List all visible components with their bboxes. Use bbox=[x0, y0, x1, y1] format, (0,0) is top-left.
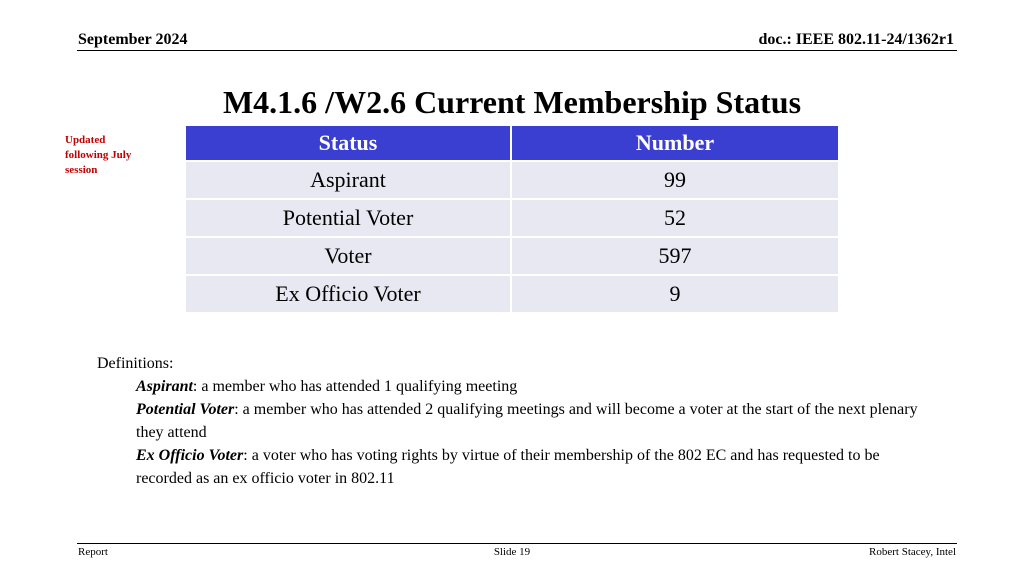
status-cell: Aspirant bbox=[186, 161, 511, 199]
membership-status-table bbox=[186, 126, 838, 314]
status-cell: Potential Voter bbox=[186, 199, 511, 237]
definition-term: Potential Voter bbox=[136, 401, 235, 418]
number-cell: 9 bbox=[511, 275, 838, 313]
definition-term: Aspirant bbox=[136, 378, 193, 395]
definition-text: : a member who has attended 2 qualifying meetings and will become a voter at the start of the next plenary they attend bbox=[136, 401, 918, 441]
footer-slide-number: Slide 19 bbox=[493, 546, 531, 558]
number-cell: 52 bbox=[511, 199, 838, 237]
status-cell: Ex Officio Voter bbox=[186, 275, 511, 313]
update-note-line: session bbox=[65, 164, 98, 176]
definition-ex-officio-voter bbox=[97, 444, 937, 490]
update-note-line: Updated bbox=[65, 134, 106, 146]
definition-term: Ex Officio Voter bbox=[136, 447, 244, 464]
footer-report-label: Report bbox=[78, 546, 108, 558]
definitions-block bbox=[97, 352, 937, 490]
definition-text: : a member who has attended 1 qualifying meeting bbox=[192, 378, 518, 395]
status-cell: Voter bbox=[186, 237, 511, 275]
footer-author: Robert Stacey, Intel bbox=[869, 546, 956, 558]
header-doc-id: doc.: IEEE 802.11-24/1362r1 bbox=[758, 31, 954, 48]
number-cell: 99 bbox=[511, 161, 838, 199]
table-row bbox=[186, 275, 838, 313]
table-row bbox=[186, 237, 838, 275]
definitions-heading: Definitions: bbox=[97, 355, 174, 372]
header-date: September 2024 bbox=[78, 31, 188, 48]
slide-title: M4.1.6 /W2.6 Current Membership Status bbox=[222, 84, 802, 120]
definition-text: : a voter who has voting rights by virtue of their membership of the 802 EC and has requested to be recorded as an ex officio voter in 802.11 bbox=[136, 447, 880, 487]
table-header-row bbox=[186, 126, 838, 161]
definition-potential-voter bbox=[97, 398, 937, 444]
footer-divider bbox=[77, 543, 957, 544]
column-header-number: Number bbox=[511, 126, 838, 161]
header-divider bbox=[77, 50, 957, 51]
number-cell: 597 bbox=[511, 237, 838, 275]
update-note bbox=[65, 133, 131, 178]
update-note-line: following July bbox=[65, 149, 132, 161]
column-header-status: Status bbox=[186, 126, 511, 161]
definition-aspirant bbox=[97, 375, 937, 398]
table-row bbox=[186, 199, 838, 237]
table-row bbox=[186, 161, 838, 199]
